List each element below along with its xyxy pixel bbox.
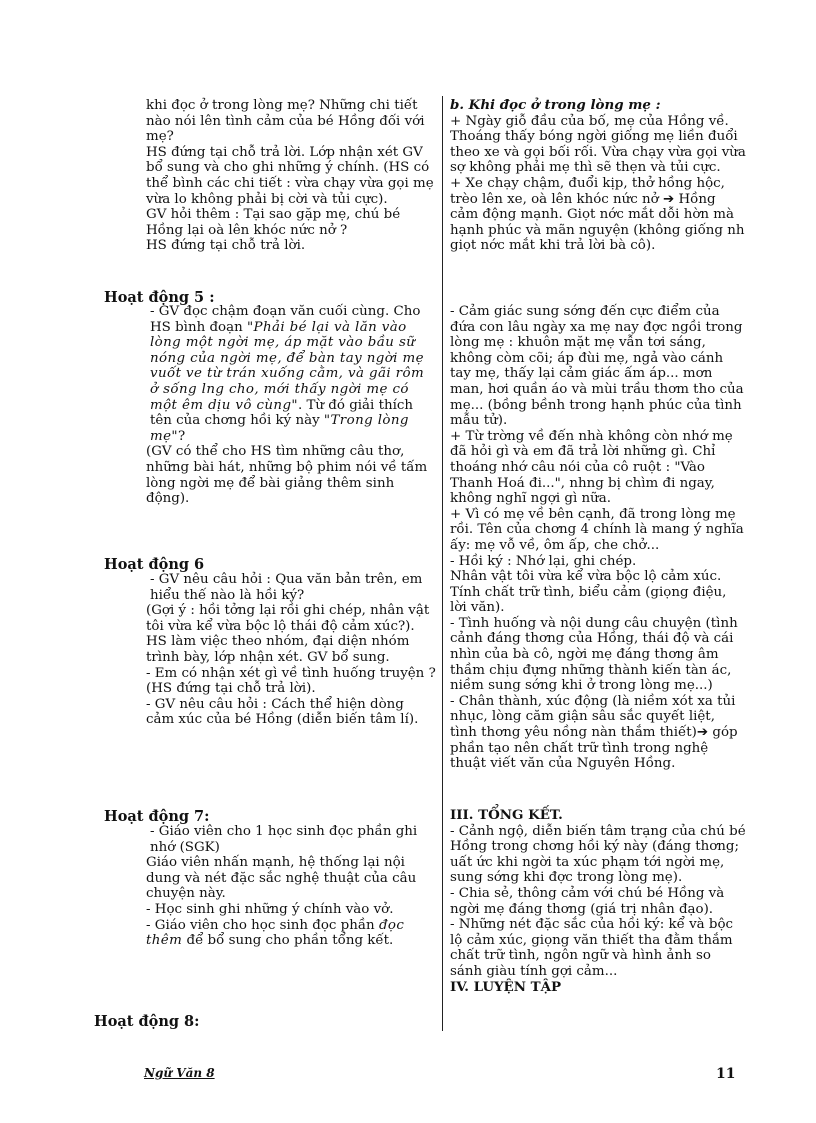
section-iii-paragraph: - Chia sẻ, thông cảm với chú bé Hồng và ngời mẹ đáng thơng (giá trị nhân đạo). bbox=[450, 885, 725, 917]
column-divider bbox=[442, 96, 443, 1031]
arrow-right-icon: ➔ bbox=[696, 725, 709, 741]
activity-7-heading: Hoạt động 7: bbox=[104, 808, 210, 825]
activity-6-heading: Hoạt động 6 bbox=[104, 556, 205, 573]
activity-5-instruction: - GV đọc chậm đoạn văn cuối cùng. Cho HS bình đoạn "Phải bé lại và lăn vào lòng một ngời mẹ, áp mặt vào bầu sữ nóng của ngời mẹ, để bàn tay ngời mẹ vuốt ve từ trán xuống cằm, và gãi rôm ở sống lng cho, mới thấy ngời mẹ có một êm dịu vô cùng". Từ đó giải thích tên của chơng hồi ký này "Trong lòng mẹ"? bbox=[150, 304, 425, 444]
activity-7-block bbox=[146, 824, 436, 949]
activity-7-step-2: Giáo viên nhấn mạnh, hệ thống lại nội dung và nét đặc sắc nghệ thuật của câu chuyện này. bbox=[146, 855, 417, 902]
section-b-paragraph: - Cảm giác sung sớng đến cực điểm của đứa con lâu ngày xa mẹ nay đợc ngồi trong lòng mẹ : khuôn mặt mẹ vẫn tơi sáng, không còm cõi; áp đùi mẹ, ngả vào cánh tay mẹ, thấy lại cảm giác ấm áp... mơn man, hơi quần áo và mùi trầu thơm tho của mẹ... (bồng bềnh trong hạnh phúc của tình mẫu tử). bbox=[450, 304, 744, 429]
section-b-paragraph: + Ngày giỗ đầu của bố, mẹ của Hồng về. Thoáng thấy bóng ngời giống mẹ liền đuổi theo xe và gọi bối rối. Vừa chạy vừa gọi vừa sợ không phải mẹ thì sẽ thẹn và tủi cực. bbox=[450, 113, 746, 176]
section-iv-heading: IV. LUYỆN TẬP bbox=[450, 978, 562, 995]
activity-6-question-3: - GV nêu câu hỏi : Cách thể hiện dòng cảm xúc của bé Hồng (diễn biến tâm lí). bbox=[146, 696, 419, 728]
activity-7-step-1: - Giáo viên cho 1 học sinh đọc phần ghi nhớ (SGK) bbox=[150, 824, 418, 855]
page-number: 11 bbox=[716, 1066, 736, 1082]
activity-5-note: (GV có thể cho HS tìm những câu thơ, những bài hát, những bộ phim nói về tấm lòng ngời mẹ để bài giảng thêm sinh động). bbox=[146, 444, 428, 507]
section-b-paragraph: Nhân vật tôi vừa kể vừa bộc lộ cảm xúc. Tính chất trữ tình, biểu cảm (giọng điệu, lời văn). bbox=[450, 569, 727, 616]
section-iii-paragraph: - Cảnh ngộ, diễn biến tâm trạng của chú bé Hồng trong chơng hồi ký này (đáng thơng; uất ức khi ngời ta xúc phạm tới ngời mẹ, sung sớng khi đợc trong lòng mẹ). bbox=[450, 823, 746, 886]
section-b-paragraph: + Từ trờng về đến nhà không còn nhớ mẹ đã hỏi gì và em đã trả lời những gì. Chỉ thoáng nhớ câu nói của cô ruột : "Vào Thanh Hoá đi...", nhng bị chìm đi ngay, không nghĩ ngợi gì nữa. bbox=[450, 428, 733, 507]
intro-paragraph: GV hỏi thêm : Tại sao gặp mẹ, chú bé Hồng lại oà lên khóc nức nở ? bbox=[146, 207, 401, 238]
section-b-paragraph: - Tình huống và nội dung câu chuyện (tình cảnh đáng thơng của Hồng, thái độ và cái nhìn của bà cô, ngời mẹ đáng thơng âm thầm chịu đựng những thành kiến tàn ác, niềm sung sớng khi ở trong lòng mẹ...) bbox=[450, 615, 738, 694]
activity-8-heading: Hoạt động 8: bbox=[94, 1013, 200, 1030]
section-b-heading: b. Khi đọc ở trong lòng mẹ : bbox=[450, 97, 661, 113]
activity-5-heading: Hoạt động 5 : bbox=[104, 289, 215, 306]
section-iii-block bbox=[450, 808, 746, 995]
activity-7-step-4: - Giáo viên cho học sinh đọc phần đọc thêm để bổ sung cho phần tổng kết. bbox=[146, 917, 405, 949]
intro-paragraph: HS đứng tại chỗ trả lời. Lớp nhận xét GV bổ sung và cho ghi những ý chính. (HS có thể bình các chi tiết : vừa chạy vừa gọi mẹ vừa lo không phải bị cời và tủi cực). bbox=[146, 144, 434, 207]
activity-6-question: - GV nêu câu hỏi : Qua văn bản trên, em hiểu thế nào là hồi ký? bbox=[150, 572, 423, 603]
arrow-right-icon: ➔ bbox=[663, 191, 675, 207]
section-b-paragraph: + Xe chạy chậm, đuổi kịp, thở hồng hộc, trèo lên xe, oà lên khóc nức nở ➔ Hồng cảm động mạnh. Giọt nớc mắt dỗi hờn mà hạnh phúc và mãn nguyện (không giống nh giọt nớc mắt khi trả lời bà cô). bbox=[450, 175, 745, 254]
section-b-block bbox=[450, 98, 746, 254]
activity-6-hint: (Gợi ý : hồi tởng lại rồi ghi chép, nhân vật tôi vừa kể vừa bộc lộ thái độ cảm xúc?). bbox=[146, 603, 430, 634]
section-b-continued bbox=[450, 304, 746, 772]
intro-block bbox=[146, 98, 436, 254]
section-iii-heading: III. TỔNG KẾT. bbox=[450, 807, 563, 823]
activity-7-step-3: - Học sinh ghi những ý chính vào vở. bbox=[146, 901, 394, 917]
activity-5-block bbox=[146, 304, 436, 507]
activity-6-question-2: - Em có nhận xét gì về tình huống truyện ? (HS đứng tại chỗ trả lời). bbox=[146, 665, 436, 697]
activity-5-quote: "Phải bé lại và lăn vào lòng một ngời mẹ, áp mặt vào bầu sữ nóng của ngời mẹ, để bàn tay ngời mẹ vuốt ve từ trán xuống cằm, và gãi rôm ở sống lng cho, mới thấy ngời mẹ có một êm dịu vô cùng" bbox=[150, 319, 425, 413]
section-b-paragraph: - Hồi ký : Nhớ lại, ghi chép. bbox=[450, 553, 637, 569]
section-b-paragraph: - Chân thành, xúc động (là niềm xót xa tủi nhục, lòng căm giận sâu sắc quyết liệt, tình thơng yêu nồng nàn thắm thiết)➔ góp phần tạo nên chất trữ tình trong nghệ thuật viết văn của Nguyên Hồng. bbox=[450, 693, 738, 772]
footer-subject: Ngữ Văn 8 bbox=[144, 1066, 215, 1080]
intro-paragraph: HS đứng tại chỗ trả lời. bbox=[146, 238, 306, 254]
intro-paragraph: khi đọc ở trong lòng mẹ? Những chi tiết nào nói lên tình cảm của bé Hồng đối với mẹ? bbox=[146, 98, 425, 145]
section-b-paragraph: + Vì có mẹ về bên cạnh, đã trong lòng mẹ rồi. Tên của chơng 4 chính là mang ý nghĩa ấy: mẹ vỗ về, ôm ấp, che chở... bbox=[450, 506, 744, 553]
activity-6-groupwork: HS làm việc theo nhóm, đại diện nhóm trình bày, lớp nhận xét. GV bổ sung. bbox=[146, 634, 410, 665]
activity-6-block bbox=[146, 572, 436, 728]
chapter-title-quote: "Trong lòng mẹ" bbox=[150, 413, 409, 444]
section-iii-paragraph: - Những nét đặc sắc của hồi ký: kể và bộc lộ cảm xúc, giọng văn thiết tha đằm thắm chất trữ tình, ngôn ngữ và hình ảnh so sánh giàu tính gợi cảm... bbox=[450, 917, 734, 979]
